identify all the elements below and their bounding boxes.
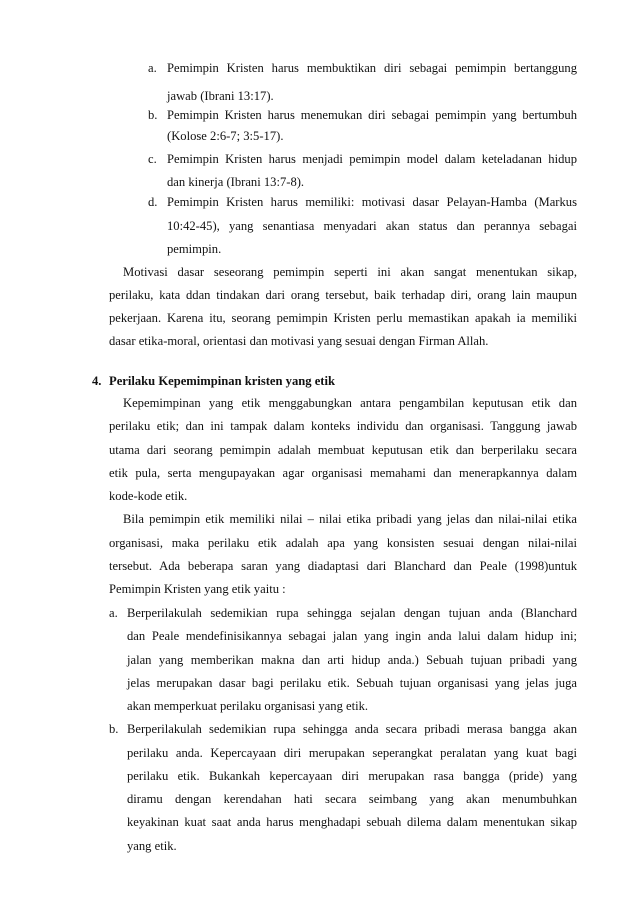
paragraph-line: Pemimpin Kristen yang etik yaitu : <box>109 582 286 596</box>
paragraph-line: etik pula, serta mengupayakan agar organisasi memahami dan menerapkannya dalam <box>109 466 577 480</box>
list-item-line: diramu dengan kerendahan hati secara seimbang yang akan menumbuhkan <box>127 792 577 806</box>
list-item-line: jelas merupakan dasar bagi perilaku etik. Sebuah tujuan organisasi yang jelas juga <box>127 676 577 690</box>
paragraph-line: pekerjaan. Karena itu, seorang pemimpin Kristen perlu memastikan apakah ia memiliki <box>109 311 577 325</box>
list-marker: b. <box>148 108 158 122</box>
list-item-line: yang etik. <box>127 839 177 853</box>
list-item-line: Pemimpin Kristen harus memiliki: motivasi dasar Pelayan-Hamba (Markus <box>167 195 577 209</box>
list-marker: a. <box>148 61 157 75</box>
paragraph-line: perilaku, kata ddan tindakan dari orang tersebut, baik terhadap diri, orang lain maupun <box>109 288 577 302</box>
list-item-line: (Kolose 2:6-7; 3:5-17). <box>167 129 284 143</box>
list-marker: d. <box>148 195 158 209</box>
paragraph-line: tersebut. Ada beberapa saran yang diadaptasi dari Blanchard dan Peale (1998)untuk <box>109 559 577 573</box>
list-marker: c. <box>148 152 157 166</box>
list-item-line: pemimpin. <box>167 242 222 256</box>
list-item-line: jawab (Ibrani 13:17). <box>167 89 274 103</box>
list-item-line: Pemimpin Kristen harus menjadi pemimpin model dalam keteladanan hidup <box>167 152 577 166</box>
paragraph-line: Motivasi dasar seseorang pemimpin seperti ini akan sangat menentukan sikap, <box>123 265 577 279</box>
list-item-line: Pemimpin Kristen harus menemukan diri sebagai pemimpin yang bertumbuh <box>167 108 577 122</box>
paragraph-line: Bila pemimpin etik memiliki nilai – nilai etika pribadi yang jelas dan nilai-nilai etika <box>123 512 577 526</box>
paragraph-line: utama dari seorang pemimpin adalah membuat keputusan etik dan berperilaku secara <box>109 443 577 457</box>
section-number: 4. <box>92 374 102 388</box>
list-item-line: keyakinan kuat saat anda harus menghadapi sebuah dilema dalam menentukan sikap <box>127 815 577 829</box>
paragraph-line: perilaku etik; dan ini tampak dalam konteks individu dan organisasi. Tanggung jawab <box>109 419 577 433</box>
section-title: Perilaku Kepemimpinan kristen yang etik <box>109 374 335 388</box>
list-marker: b. <box>109 722 119 736</box>
list-item-line: perilaku etik. Bukankah kepercayaan diri merupakan rasa bangga (pride) yang <box>127 769 577 783</box>
list-item-line: perilaku anda. Kepercayaan diri merupakan seperangkat peralatan yang kuat bagi <box>127 746 577 760</box>
list-item-line: Berperilakulah sedemikian rupa sehingga sejalan dengan tujuan anda (Blanchard <box>127 606 577 620</box>
list-item-line: dan Peale mendefinisikannya sebagai jalan yang ingin anda lalui dalam hidup ini; <box>127 629 577 643</box>
list-item-line: dan kinerja (Ibrani 13:7-8). <box>167 175 305 189</box>
paragraph-line: organisasi, maka perilaku etik adalah apa yang konsisten sesuai dengan nilai-nilai <box>109 536 577 550</box>
list-item-line: Pemimpin Kristen harus membuktikan diri sebagai pemimpin bertanggung <box>167 61 577 75</box>
list-item-line: 10:42-45), yang senantiasa menyadari akan status dan perannya sebagai <box>167 219 577 233</box>
list-item-line: akan memperkuat perilaku organisasi yang etik. <box>127 699 369 713</box>
paragraph-line: dasar etika-moral, orientasi dan motivasi yang sesuai dengan Firman Allah. <box>109 334 489 348</box>
list-item-line: jalan yang memberikan makna dan arti hidup anda.) Sebuah tujuan pribadi yang <box>127 653 577 667</box>
paragraph-line: Kepemimpinan yang etik menggabungkan antara pengambilan keputusan etik dan <box>123 396 577 410</box>
list-item-line: Berperilakulah sedemikian rupa sehingga anda secara pribadi merasa bangga akan <box>127 722 577 736</box>
paragraph-line: kode-kode etik. <box>109 489 188 503</box>
list-marker: a. <box>109 606 118 620</box>
